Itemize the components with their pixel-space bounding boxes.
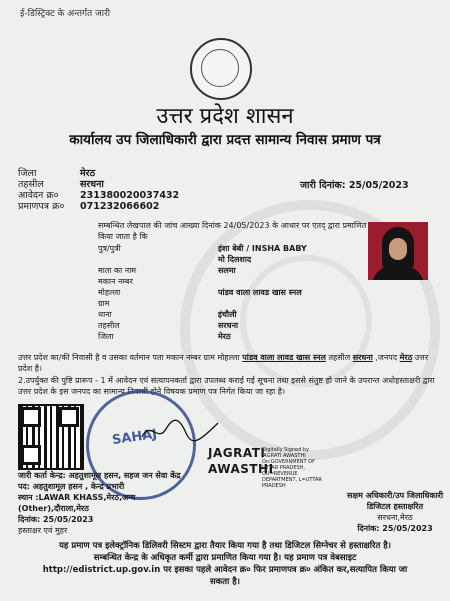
- intro-text: सम्बन्धित लेखपाल की जांच आख्या दिनांक 24/05/2023 के आधार पर एतद् द्वारा प्रमाणित किया जाता है कि: [98, 221, 367, 241]
- field-label: थाना: [98, 310, 112, 319]
- field-label: ग्राम: [98, 299, 110, 308]
- photo-face: [389, 238, 407, 260]
- field-label: पुत्र/पुत्री: [98, 244, 121, 253]
- para-text: तहसील: [328, 353, 351, 362]
- field-value-mother: सलमा: [218, 266, 236, 275]
- emblem-inner-ring: [201, 49, 239, 87]
- stamp-center-text: SAHAJ: [111, 426, 159, 449]
- qr-finder: [21, 445, 41, 465]
- footer-line-3: http://edistrict.up.gov.in पर इसका पहले आवेदन क्र० फिर प्रमाणपत्र क्र० अंकित कर,सत्यापित किया जा: [42, 565, 408, 575]
- issue-date-value: 25/05/2023: [348, 180, 409, 191]
- issuer-post: पद: अहतुशामूल हसन , केन्द्र प्रभारी: [18, 482, 125, 491]
- authority-place: सरधना,मेरठ: [377, 513, 413, 522]
- digital-signer-name-2: AWASTHI: [208, 462, 274, 476]
- meta-label: प्रमाणपत्र क्र०: [18, 201, 65, 212]
- issuer-sign-note: हस्ताक्षर एवं मुहर: [18, 526, 68, 535]
- meta-value: 071232066602: [80, 201, 160, 212]
- field-value-district: मेरठ: [218, 332, 231, 341]
- meta-label: जिला: [18, 168, 37, 179]
- meta-value: मेरठ: [80, 168, 96, 179]
- verification-paragraph: 2.उपर्युक्त की पुष्टि प्रारूप - 1 में आवेदन एवं सत्यापनकर्ता द्वारा उपलब्ध कराई गई सूचना तथा इससे संतुष्ट हो जाने के उपरान्त अधोहस्ताक्षरी द्वारा उत्तर प्रदेश के इस जनपद का सामान्य निवासी होने विषयक प्रमाण पत्र निर्गत किया जा रहा है।: [18, 376, 435, 396]
- authority-title: सक्षम अधिकारी/उप जिलाधिकारी: [346, 491, 444, 500]
- qr-finder: [59, 407, 79, 427]
- field-label: माता का नाम: [98, 266, 137, 275]
- meta-certificate-no: [18, 199, 159, 212]
- para-text: ,जनपद: [375, 353, 398, 362]
- issuer-location-2: (Other),दौराला,मेरठ: [18, 504, 89, 513]
- para-district: मेरठ: [399, 353, 413, 362]
- field-value-name: इंशा बेबी / INSHA BABY: [218, 244, 307, 253]
- meta-label: आवेदन क्र०: [18, 190, 59, 201]
- authority-digital: डिजिटल हस्ताक्षरित: [366, 502, 424, 511]
- field-value-police-station: इंचौली: [218, 310, 237, 319]
- residence-paragraph: [18, 352, 438, 374]
- para-text: उत्तर प्रदेश का/की निवासी है व उसका वर्तमान पता मकान नम्बर ग्राम मोहल्ला: [18, 353, 240, 362]
- footer-line-1: यह प्रमाण पत्र इलेक्ट्रॉनिक डिलिवरी सिस्टम द्वारा तैयार किया गया है तथा डिजिटल सिग्नेचर से हस्ताक्षरित है।: [58, 541, 391, 551]
- issuer-location: स्थान :LAWAR KHASS,मेरठ,अन्य: [18, 493, 136, 502]
- meta-label: तहसील: [18, 179, 44, 190]
- field-value-father: मो दिलशाद: [218, 255, 252, 264]
- issuer-date: दिनांक: 25/05/2023: [18, 515, 94, 524]
- photo-body: [372, 266, 424, 280]
- para-tehsil: सरधना: [352, 353, 373, 362]
- field-label: जिला: [98, 332, 114, 341]
- qr-code: [18, 404, 84, 470]
- issuer-center: जारी कर्ता केन्द्र: अहतुशामूल हसन, सहज जन सेवा केंद्र: [18, 471, 181, 480]
- digital-signer-name-1: JAGRATI: [208, 446, 266, 460]
- issue-date-label: जारी दिनांक:: [300, 180, 346, 191]
- field-value-tehsil: सरधना: [218, 321, 239, 330]
- applicant-photo: [368, 222, 428, 280]
- issue-date: [300, 178, 409, 191]
- authority-date: दिनांक: 25/05/2023: [357, 524, 433, 533]
- field-label: मकान नम्बर: [98, 277, 133, 286]
- footer-line-4: सकता है।: [209, 577, 240, 587]
- digital-sign-details: Digitally Signed by JAGRATI AWASTHI On:GOVERNMENT OF UTTAR PRADESH, OU=REVENUE DEPARTMENT, L=UTTAR PRADESH: [262, 447, 322, 489]
- field-label: तहसील: [98, 321, 120, 330]
- page-title: उत्तर प्रदेश शासन: [156, 104, 294, 129]
- page-subtitle: कार्यालय उप जिलाधिकारी द्वारा प्रदत्त सामान्य निवास प्रमाण पत्र: [69, 132, 381, 148]
- meta-value: सरधना: [80, 179, 104, 190]
- field-value-locality: पांडव वाला लावड खास स्नल: [218, 288, 302, 297]
- top-note: ई-डिस्ट्रिक्ट के अन्तर्गत जारी: [20, 9, 111, 19]
- field-label: मोहल्ला: [98, 288, 121, 297]
- para-address: पांडव वाला लावड खास स्नल: [242, 353, 326, 362]
- meta-value: 231380020037432: [80, 190, 180, 201]
- para-text: उत्तर प्रदेश है।: [18, 353, 429, 373]
- footer-line-2: सम्बन्धित केन्द्र के अधिकृत कर्मी द्वारा प्रमाणित किया गया है। यह प्रमाण पत्र वेबसाइट: [93, 553, 357, 563]
- qr-finder: [21, 407, 41, 427]
- handwritten-signature: [140, 415, 220, 445]
